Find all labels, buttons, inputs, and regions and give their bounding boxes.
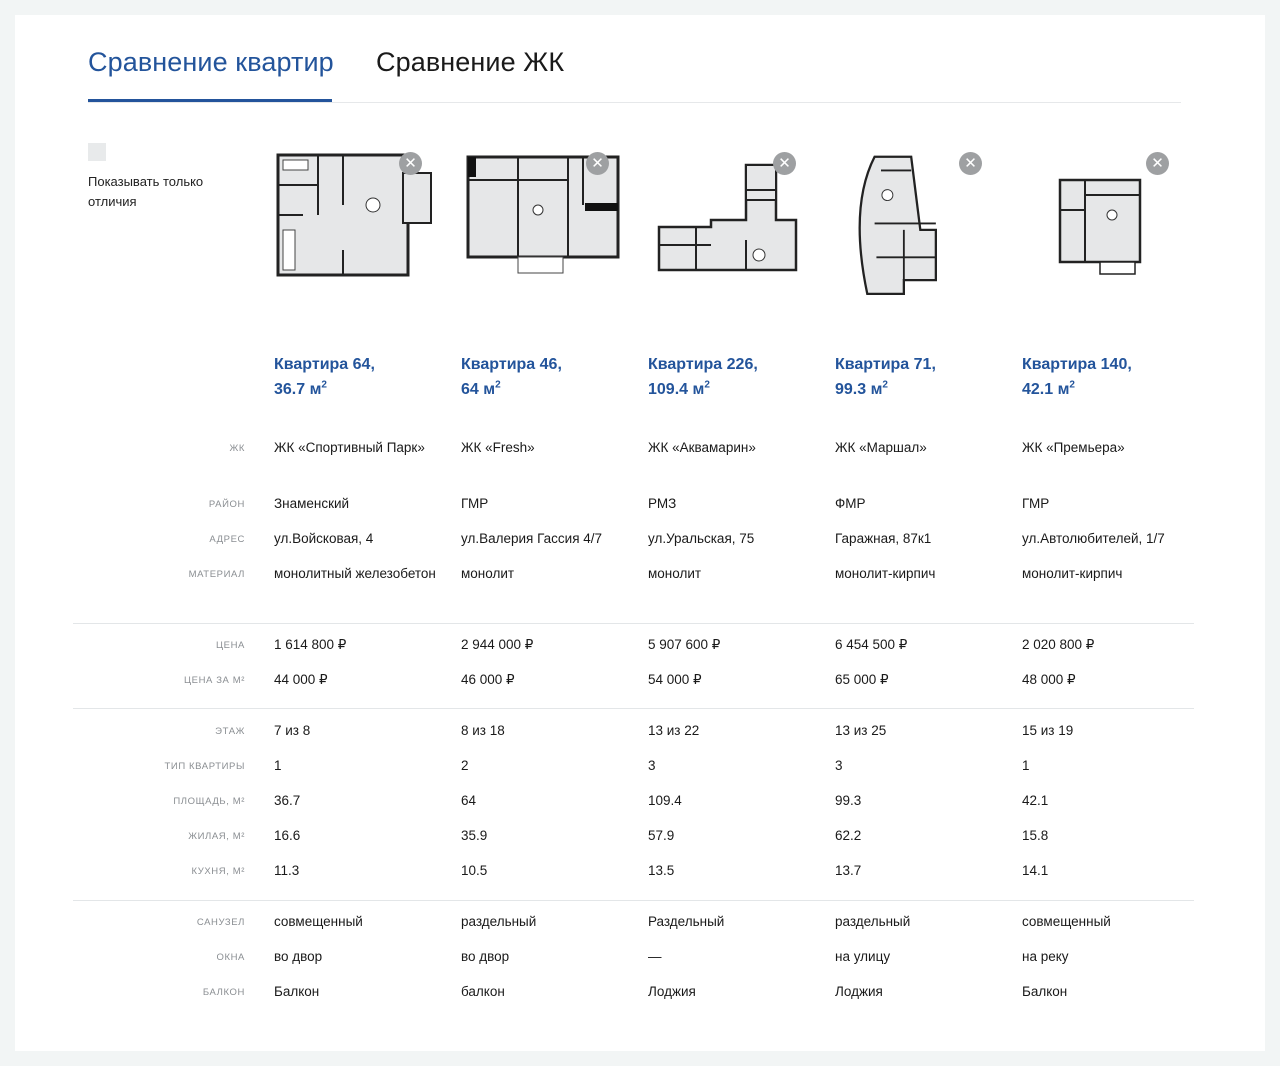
cell-kitchen-area-5: 14.1 xyxy=(1022,863,1049,878)
cell-price-5: 2 020 800 ₽ xyxy=(1022,637,1095,652)
tab-complexes[interactable]: Сравнение ЖК xyxy=(376,47,565,77)
cell-floor-1: 7 из 8 xyxy=(274,723,311,738)
cell-price-per-m2-3: 54 000 ₽ xyxy=(648,672,702,687)
cell-bathroom-4: раздельный xyxy=(835,914,911,929)
show-differences-label[interactable]: Показывать только отличия xyxy=(88,174,204,209)
apartment-4-title[interactable]: Квартира 71, 99.3 $м^2$ xyxy=(835,356,936,398)
cell-address-2: ул.Валерия Гассия 4/7 xyxy=(461,531,603,546)
cell-balcony-5: Балкон xyxy=(1022,984,1068,999)
cell-kitchen-area-2: 10.5 xyxy=(461,863,488,878)
cell-apartment-type-1: 1 xyxy=(274,758,282,773)
cell-address-3: ул.Уральская, 75 xyxy=(648,531,755,546)
cell-price-per-m2-5: 48 000 ₽ xyxy=(1022,672,1076,687)
cell-bathroom-2: раздельный xyxy=(461,914,537,929)
cell-apartment-type-3: 3 xyxy=(648,758,656,773)
cell-windows-5: на реку xyxy=(1022,949,1069,964)
cell-living-area-1: 16.6 xyxy=(274,828,301,843)
cell-floor-4: 13 из 25 xyxy=(835,723,887,738)
cell-complex-4: ЖК «Маршал» xyxy=(835,440,927,455)
cell-material-1: монолитный железобетон xyxy=(274,566,436,581)
row-label-living-area: ЖИЛАЯ, М² xyxy=(188,831,245,842)
cell-bathroom-1: совмещенный xyxy=(274,914,363,929)
cell-material-2: монолит xyxy=(461,566,515,581)
cell-apartment-type-5: 1 xyxy=(1022,758,1030,773)
cell-windows-4: на улицу xyxy=(835,949,891,964)
row-label-address: АДРЕС xyxy=(209,534,245,545)
section-divider xyxy=(73,900,1194,901)
cell-living-area-4: 62.2 xyxy=(835,828,862,843)
cell-complex-5: ЖК «Премьера» xyxy=(1022,440,1125,455)
cell-material-5: монолит-кирпич xyxy=(1022,566,1123,581)
row-label-price: ЦЕНА xyxy=(216,640,245,651)
row-label-bathroom: САНУЗЕЛ xyxy=(196,917,245,928)
cell-district-5: ГМР xyxy=(1022,496,1050,511)
cell-bathroom-5: совмещенный xyxy=(1022,914,1111,929)
apartment-2-title[interactable]: Квартира 46, 64 $м^2$ xyxy=(461,356,562,398)
cell-price-1: 1 614 800 ₽ xyxy=(274,637,347,652)
row-label-price-per-m2: ЦЕНА ЗА М² xyxy=(184,675,245,686)
tab-apartments[interactable]: Сравнение квартир xyxy=(88,47,334,77)
tab-bar xyxy=(88,15,1181,103)
cell-apartment-type-2: 2 xyxy=(461,758,469,773)
row-label-kitchen-area: КУХНЯ, М² xyxy=(191,866,245,877)
cell-area-1: 36.7 xyxy=(274,793,301,808)
cell-living-area-5: 15.8 xyxy=(1022,828,1049,843)
cell-price-per-m2-2: 46 000 ₽ xyxy=(461,672,515,687)
remove-apartment-3-close-icon[interactable]: ✕ xyxy=(773,152,796,175)
cell-district-3: РМЗ xyxy=(648,496,677,511)
cell-district-4: ФМР xyxy=(835,496,866,511)
row-label-area: ПЛОЩАДЬ, М² xyxy=(173,796,245,807)
cell-price-2: 2 944 000 ₽ xyxy=(461,637,534,652)
cell-material-3: монолит xyxy=(648,566,702,581)
cell-balcony-4: Лоджия xyxy=(835,984,883,999)
row-label-material: МАТЕРИАЛ xyxy=(188,569,245,580)
cell-complex-2: ЖК «Fresh» xyxy=(461,440,535,455)
remove-apartment-4-close-icon[interactable]: ✕ xyxy=(959,152,982,175)
section-divider xyxy=(73,708,1194,709)
cell-address-1: ул.Войсковая, 4 xyxy=(274,531,374,546)
cell-living-area-2: 35.9 xyxy=(461,828,488,843)
cell-windows-2: во двор xyxy=(461,949,510,964)
floor-plan-5[interactable] xyxy=(1045,145,1205,305)
remove-apartment-2-close-icon[interactable]: ✕ xyxy=(586,152,609,175)
row-label-district: РАЙОН xyxy=(208,499,245,510)
show-differences-checkbox[interactable] xyxy=(88,143,106,161)
cell-bathroom-3: Раздельный xyxy=(648,914,725,929)
cell-floor-5: 15 из 19 xyxy=(1022,723,1074,738)
cell-complex-1: ЖК «Спортивный Парк» xyxy=(274,440,425,455)
cell-balcony-2: балкон xyxy=(461,984,505,999)
row-label-complex: ЖК xyxy=(229,443,245,454)
cell-living-area-3: 57.9 xyxy=(648,828,675,843)
cell-area-5: 42.1 xyxy=(1022,793,1049,808)
remove-apartment-1-close-icon[interactable]: ✕ xyxy=(399,152,422,175)
row-label-apartment-type: ТИП КВАРТИРЫ xyxy=(164,761,245,772)
cell-windows-1: во двор xyxy=(274,949,323,964)
cell-price-4: 6 454 500 ₽ xyxy=(835,637,908,652)
row-label-windows: ОКНА xyxy=(216,952,245,963)
cell-area-2: 64 xyxy=(461,793,477,808)
remove-apartment-5-close-icon[interactable]: ✕ xyxy=(1146,152,1169,175)
row-label-balcony: БАЛКОН xyxy=(202,987,245,998)
cell-material-4: монолит-кирпич xyxy=(835,566,936,581)
cell-kitchen-area-4: 13.7 xyxy=(835,863,862,878)
cell-price-per-m2-4: 65 000 ₽ xyxy=(835,672,889,687)
cell-apartment-type-4: 3 xyxy=(835,758,843,773)
cell-address-5: ул.Автолюбителей, 1/7 xyxy=(1022,531,1165,546)
comparison-card xyxy=(15,15,1265,1051)
cell-district-2: ГМР xyxy=(461,496,489,511)
apartment-5-title[interactable]: Квартира 140, 42.1 $м^2$ xyxy=(1022,356,1132,398)
cell-price-3: 5 907 600 ₽ xyxy=(648,637,721,652)
cell-floor-3: 13 из 22 xyxy=(648,723,700,738)
cell-price-per-m2-1: 44 000 ₽ xyxy=(274,672,328,687)
apartment-1-title[interactable]: Квартира 64, 36.7 $м^2$ xyxy=(274,356,375,398)
cell-area-4: 99.3 xyxy=(835,793,862,808)
cell-balcony-3: Лоджия xyxy=(648,984,696,999)
row-label-floor: ЭТАЖ xyxy=(215,726,245,737)
cell-kitchen-area-1: 11.3 xyxy=(274,863,300,878)
active-tab-indicator xyxy=(88,99,332,102)
cell-area-3: 109.4 xyxy=(648,793,682,808)
cell-complex-3: ЖК «Аквамарин» xyxy=(648,440,756,455)
cell-kitchen-area-3: 13.5 xyxy=(648,863,675,878)
apartment-3-title[interactable]: Квартира 226, 109.4 $м^2$ xyxy=(648,356,758,398)
section-divider xyxy=(73,623,1194,624)
cell-district-1: Знаменский xyxy=(274,496,350,511)
cell-floor-2: 8 из 18 xyxy=(461,723,505,738)
cell-windows-3: — xyxy=(648,949,662,964)
cell-balcony-1: Балкон xyxy=(274,984,320,999)
cell-address-4: Гаражная, 87к1 xyxy=(835,531,932,546)
